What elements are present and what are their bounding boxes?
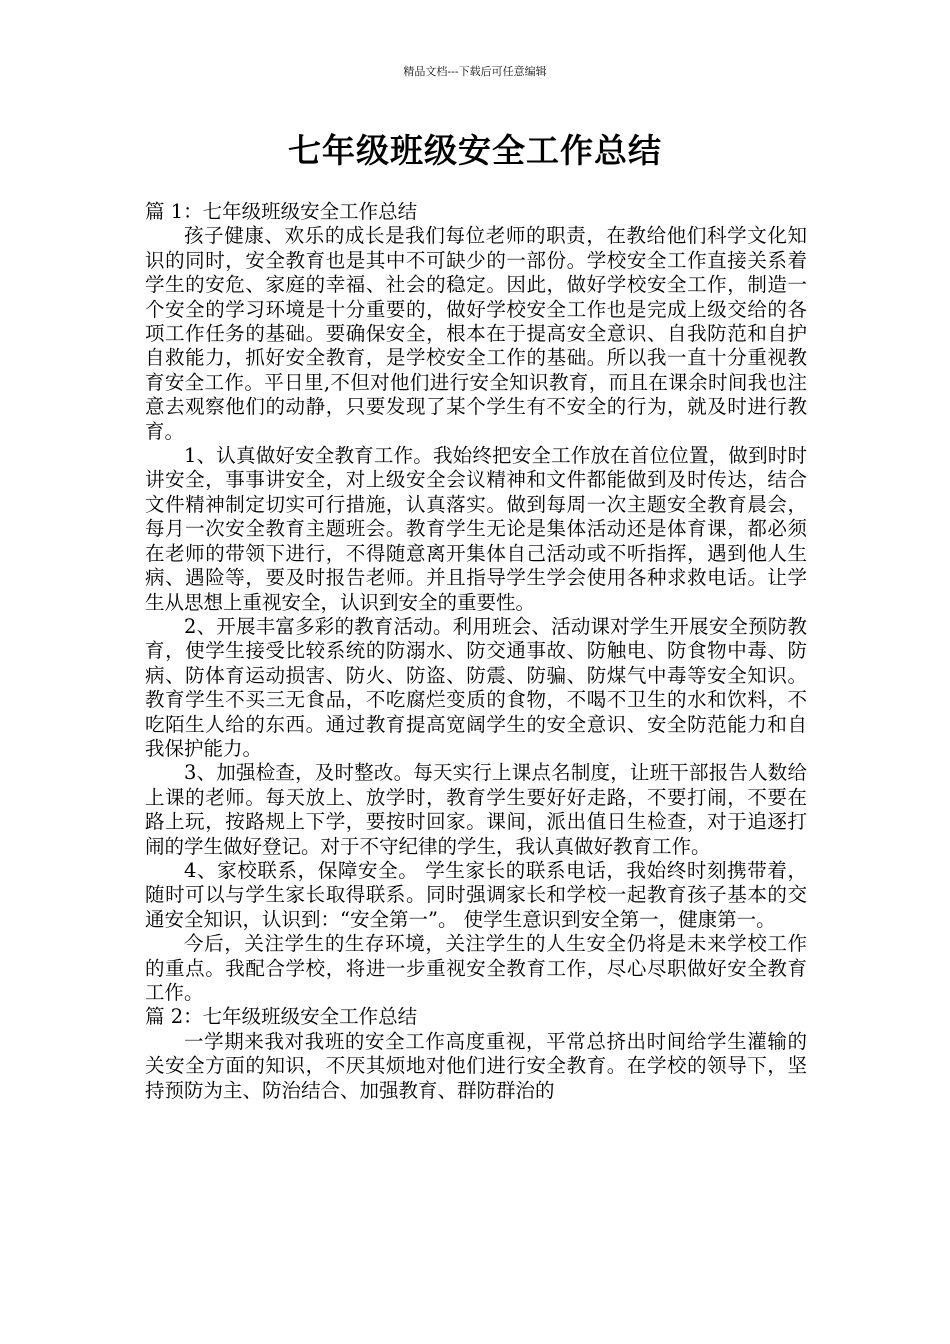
section-heading: 篇 1：七年级班级安全工作总结 [145, 200, 418, 223]
body-paragraph: 4、家校联系，保障安全。 学生家长的联系电话，我始终时刻携带着，随时可以与学生家长取得联系。同时强调家长和学校一起教育孩子基本的交通安全知识，认识到：“安全第一”。 使学生意识到安全第一，健康第一。 [145, 858, 807, 931]
body-paragraph: 孩子健康、欢乐的成长是我们每位老师的职责，在教给他们科学文化知识的同时，安全教育也是其中不可缺少的一部份。学校安全工作直接关系着学生的安危、家庭的幸福、社会的稳定。因此，做好学校安全工作，制造一个安全的学习环境是十分重要的，做好学校安全工作也是完成上级交给的各项工作任务的基础。要确保安全，根本在于提高安全意识、自我防范和自护自救能力，抓好安全教育，是学校安全工作的基础。所以我一直十分重视教育安全工作。平日里,不但对他们进行安全知识教育，而且在课余时间我也注意去观察他们的动静，只要发现了某个学生有不安全的行为，就及时进行教育。 [145, 224, 807, 443]
body-paragraph: 一学期来我对我班的安全工作高度重视，平常总挤出时间给学生灌输的关安全方面的知识，不厌其烦地对他们进行安全教育。在学校的领导下，坚持预防为主、防治结合、加强教育、群防群治的 [145, 1029, 807, 1102]
body-paragraph: 3、加强检查，及时整改。每天实行上课点名制度，让班干部报告人数给上课的老师。每天放上、放学时，教育学生要好好走路，不要打闹，不要在路上玩，按路规上下学，要按时回家。课间，派出值日生检查，对于追逐打闹的学生做好登记。对于不守纪律的学生，我认真做好教育工作。 [145, 761, 807, 858]
body-paragraph: 今后，关注学生的生存环境，关注学生的人生安全仍将是未来学校工作的重点。我配合学校，将进一步重视安全教育工作，尽心尽职做好安全教育工作。 [145, 932, 807, 1004]
section-heading: 篇 2：七年级班级安全工作总结 [145, 1005, 418, 1029]
page-header-watermark: 精品文档---下载后可任意编辑 [403, 65, 547, 78]
section-1 [145, 200, 807, 1005]
document-title: 七年级班级安全工作总结 [288, 131, 662, 170]
document-body [145, 200, 807, 1103]
body-paragraph: 2、开展丰富多彩的教育活动。利用班会、活动课对学生开展安全预防教育，使学生接受比较系统的防溺水、防交通事故、防触电、防食物中毒、防病、防体育运动损害、防火、防盗、防震、防骗、防煤气中毒等安全知识。教育学生不买三无食品，不吃腐烂变质的食物，不喝不卫生的水和饮料，不吃陌生人给的东西。通过教育提高宽阔学生的安全意识、安全防范能力和自我保护能力。 [145, 614, 807, 760]
body-paragraph: 1、认真做好安全教育工作。我始终把安全工作放在首位位置，做到时时讲安全，事事讲安全，对上级安全会议精神和文件都能做到及时传达，结合文件精神制定切实可行措施，认真落实。做到每周一次主题安全教育晨会，每月一次安全教育主题班会。教育学生无论是集体活动还是体育课，都必须在老师的带领下进行，不得随意离开集体自己活动或不听指挥，遇到他人生病、遇险等，要及时报告老师。并且指导学生学会使用各种求救电话。让学生从思想上重视安全，认识到安全的重要性。 [145, 444, 807, 614]
section-2 [145, 1005, 807, 1103]
